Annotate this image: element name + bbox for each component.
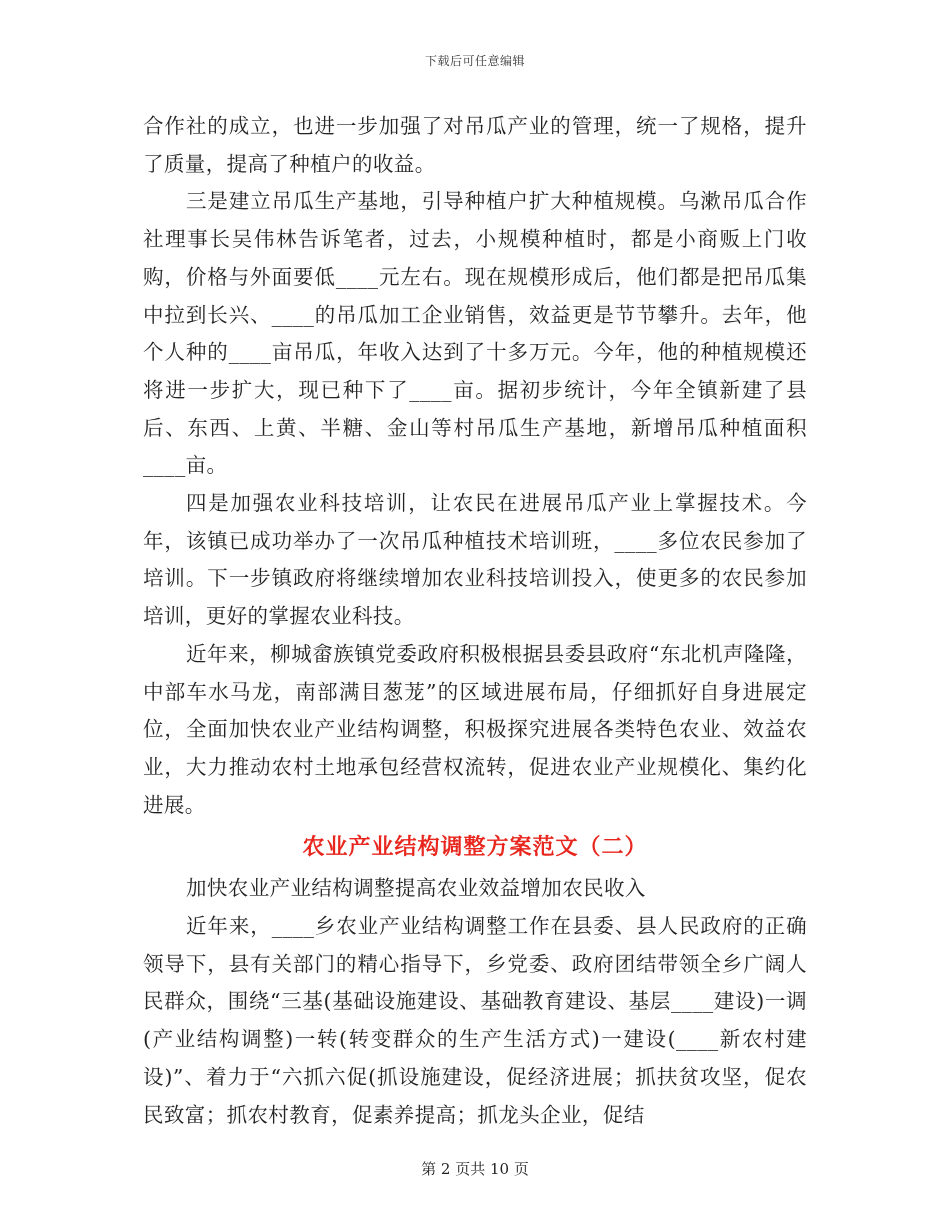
paragraph-1: 合作社的成立，也进一步加强了对吊瓜产业的管理，统一了规格，提升了质量，提高了种植户的收益。 bbox=[143, 114, 807, 176]
document-body bbox=[143, 108, 807, 1134]
paragraph-4: 近年来，柳城畲族镇党委政府积极根据县委县政府“东北机声隆隆，中部车水马龙，南部满目葱茏”的区域进展布局，仔细抓好自身进展定位，全面加快农业产业结构调整，积极探究进展各类特色农业、效益农业，大力推动农村土地承包经营权流转，促进农业产业规模化、集约化进展。 bbox=[143, 641, 807, 817]
section-title: 农业产业结构调整方案范文（二） bbox=[302, 834, 648, 861]
paragraph-2: 三是建立吊瓜生产基地，引导种植户扩大种植规模。乌漱吊瓜合作社理事长吴伟林告诉笔者，过去，小规模种植时，都是小商贩上门收购，价格与外面要低____元左右。现在规模形成后，他们都是把吊瓜集中拉到长兴、____的吊瓜加工企业销售，效益更是节节攀升。去年，他个人种的____亩吊瓜，年收入达到了十多万元。今年，他的种植规模还将进一步扩大，现已种下了____亩。据初步统计，今年全镇新建了县后、东西、上黄、半糖、金山等村吊瓜生产基地，新增吊瓜种植面积____亩。 bbox=[143, 189, 807, 478]
page-footer: 第 2 页共 10 页 bbox=[421, 1160, 529, 1178]
paragraph-subtitle: 加快农业产业结构调整提高农业效益增加农民收入 bbox=[186, 876, 646, 901]
page-header: 下载后可任意编辑 bbox=[424, 54, 525, 68]
paragraph-6: 近年来，____乡农业产业结构调整工作在县委、县人民政府的正确领导下，县有关部门的精心指导下，乡党委、政府团结带领全乡广阔人民群众，围绕“三基(基础设施建设、基础教育建设、基层____建设)一调(产业结构调整)一转(转变群众的生产生活方式)一建设(____新农村建设)”、着力于“六抓六促(抓设施建设，促经济进展；抓扶贫攻坚，促农民致富；抓农村教育，促素养提高；抓龙头企业，促结 bbox=[143, 914, 807, 1127]
paragraph-3: 四是加强农业科技培训，让农民在进展吊瓜产业上掌握技术。今年，该镇已成功举办了一次吊瓜种植技术培训班，____多位农民参加了培训。下一步镇政府将继续增加农业科技培训投入，使更多的农民参加培训，更好的掌握农业科技。 bbox=[143, 491, 807, 629]
